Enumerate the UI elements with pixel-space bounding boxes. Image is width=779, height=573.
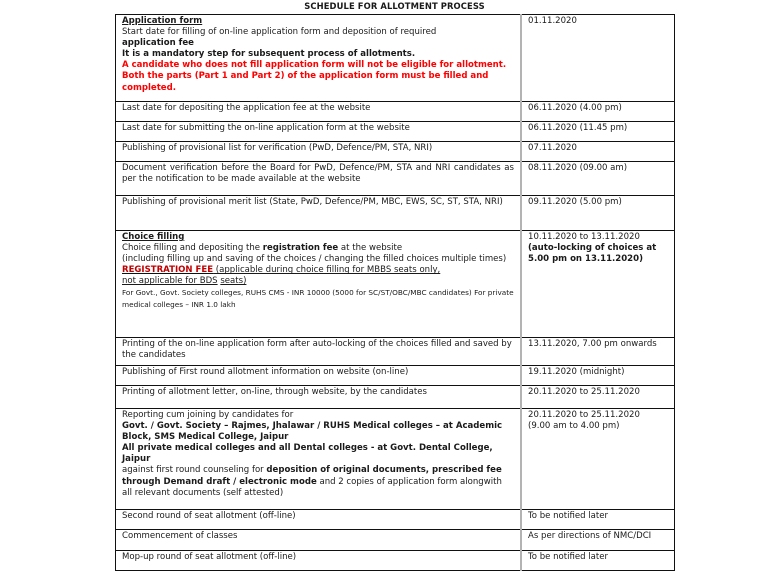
event-text: Start date for filling of on-line application form and deposition of required xyxy=(122,27,437,38)
section-heading: Choice filling xyxy=(122,232,185,242)
date-range: 10.11.2020 to 13.11.2020 xyxy=(528,232,640,242)
event-cell xyxy=(116,231,522,338)
table-row xyxy=(116,510,675,530)
event-text-detail: against first round counseling for deposition of original documents, prescribed fee through Demand draft / electronic mode and 2 copies of application form alongwith all relevant documents (self attested) xyxy=(122,465,502,498)
document-title: SCHEDULE FOR ALLOTMENT PROCESS xyxy=(304,1,485,11)
event-cell: Document verification before the Board for PwD, Defence/PM, STA and NRI candidates as per the notification to be made available at the website xyxy=(116,162,522,196)
table-row xyxy=(116,530,675,551)
event-text: Reporting cum joining by candidates for xyxy=(122,410,294,420)
date-cell xyxy=(521,409,675,510)
event-cell: Last date for submitting the on-line application form at the website xyxy=(116,122,522,142)
event-cell: Printing of the on-line application form after auto-locking of the choices filled and saved by the candidates xyxy=(116,338,522,366)
table-row xyxy=(116,15,675,102)
table-row xyxy=(116,386,675,409)
registration-fee-note-2: not applicable for BDS seats) xyxy=(122,276,247,287)
date-note: (auto-locking of choices at 5.00 pm on 13.11.2020) xyxy=(528,243,657,265)
date-range: 20.11.2020 to 25.11.2020 xyxy=(528,410,640,420)
table-row xyxy=(116,409,675,510)
date-cell: 07.11.2020 xyxy=(521,142,675,162)
date-cell: To be notified later xyxy=(521,551,675,571)
table-row xyxy=(116,102,675,122)
date-cell: 20.11.2020 to 25.11.2020 xyxy=(521,386,675,409)
date-cell: 01.11.2020 xyxy=(521,15,675,102)
fee-details: For Govt., Govt. Society colleges, RUHS CMS - INR 10000 (5000 for SC/ST/OBC/MBC candidates) For private medical colleges – INR 1.0 lakh xyxy=(122,288,514,310)
schedule-table xyxy=(115,14,675,571)
registration-fee-label: REGISTRATION FEE xyxy=(122,265,214,276)
event-cell: Last date for depositing the application fee at the website xyxy=(116,102,522,122)
table-row xyxy=(116,162,675,196)
table-row xyxy=(116,366,675,386)
event-cell: Commencement of classes xyxy=(116,530,522,551)
event-cell: Printing of allotment letter, on-line, through website, by the candidates xyxy=(116,386,522,409)
date-cell: 06.11.2020 (4.00 pm) xyxy=(521,102,675,122)
table-row xyxy=(116,551,675,571)
event-cell xyxy=(116,409,522,510)
event-cell: Mop-up round of seat allotment (off-line) xyxy=(116,551,522,571)
event-text: Choice filling and depositing the registration fee at the website xyxy=(122,243,403,254)
mandatory-note: It is a mandatory step for subsequent process of allotments. xyxy=(122,49,416,60)
date-cell: 19.11.2020 (midnight) xyxy=(521,366,675,386)
event-cell: Publishing of provisional merit list (State, PwD, Defence/PM, MBC, EWS, SC, ST, STA, NRI) xyxy=(116,196,522,231)
registration-fee-note: REGISTRATION FEE (applicable during choice filling for MBBS seats only, xyxy=(122,265,441,276)
date-note: (9.00 am to 4.00 pm) xyxy=(528,421,620,432)
private-colleges-venue: All private medical colleges and all Dental colleges - at Govt. Dental College, Jaipur xyxy=(122,443,493,465)
date-cell: As per directions of NMC/DCI xyxy=(521,530,675,551)
date-cell: 06.11.2020 (11.45 pm) xyxy=(521,122,675,142)
event-text-detail: (including filling up and saving of the choices / changing the filled choices multiple times) xyxy=(122,254,507,265)
table-row xyxy=(116,338,675,366)
govt-colleges-venue: Govt. / Govt. Society – Rajmes, Jhalawar / RUHS Medical colleges – at Academic Block, SMS Medical College, Jaipur xyxy=(122,421,503,443)
table-row xyxy=(116,142,675,162)
table-row xyxy=(116,196,675,231)
event-cell xyxy=(116,15,522,102)
date-cell xyxy=(521,231,675,338)
date-cell: 08.11.2020 (09.00 am) xyxy=(521,162,675,196)
table-row xyxy=(116,231,675,338)
event-cell: Publishing of First round allotment information on website (on-line) xyxy=(116,366,522,386)
section-heading: Application form xyxy=(122,16,203,26)
registration-fee-term: registration fee xyxy=(262,243,339,254)
event-bold-text: application fee xyxy=(122,38,194,49)
event-cell: Second round of seat allotment (off-line) xyxy=(116,510,522,530)
table-row xyxy=(116,122,675,142)
event-cell: Publishing of provisional list for verification (PwD, Defence/PM, STA, NRI) xyxy=(116,142,522,162)
date-cell: 13.11.2020, 7.00 pm onwards xyxy=(521,338,675,366)
date-cell: 09.11.2020 (5.00 pm) xyxy=(521,196,675,231)
date-cell: To be notified later xyxy=(521,510,675,530)
warning-text: A candidate who does not fill application form will not be eligible for allotment. Both the parts (Part 1 and Part 2) of the application form must be filled and completed. xyxy=(122,60,507,93)
